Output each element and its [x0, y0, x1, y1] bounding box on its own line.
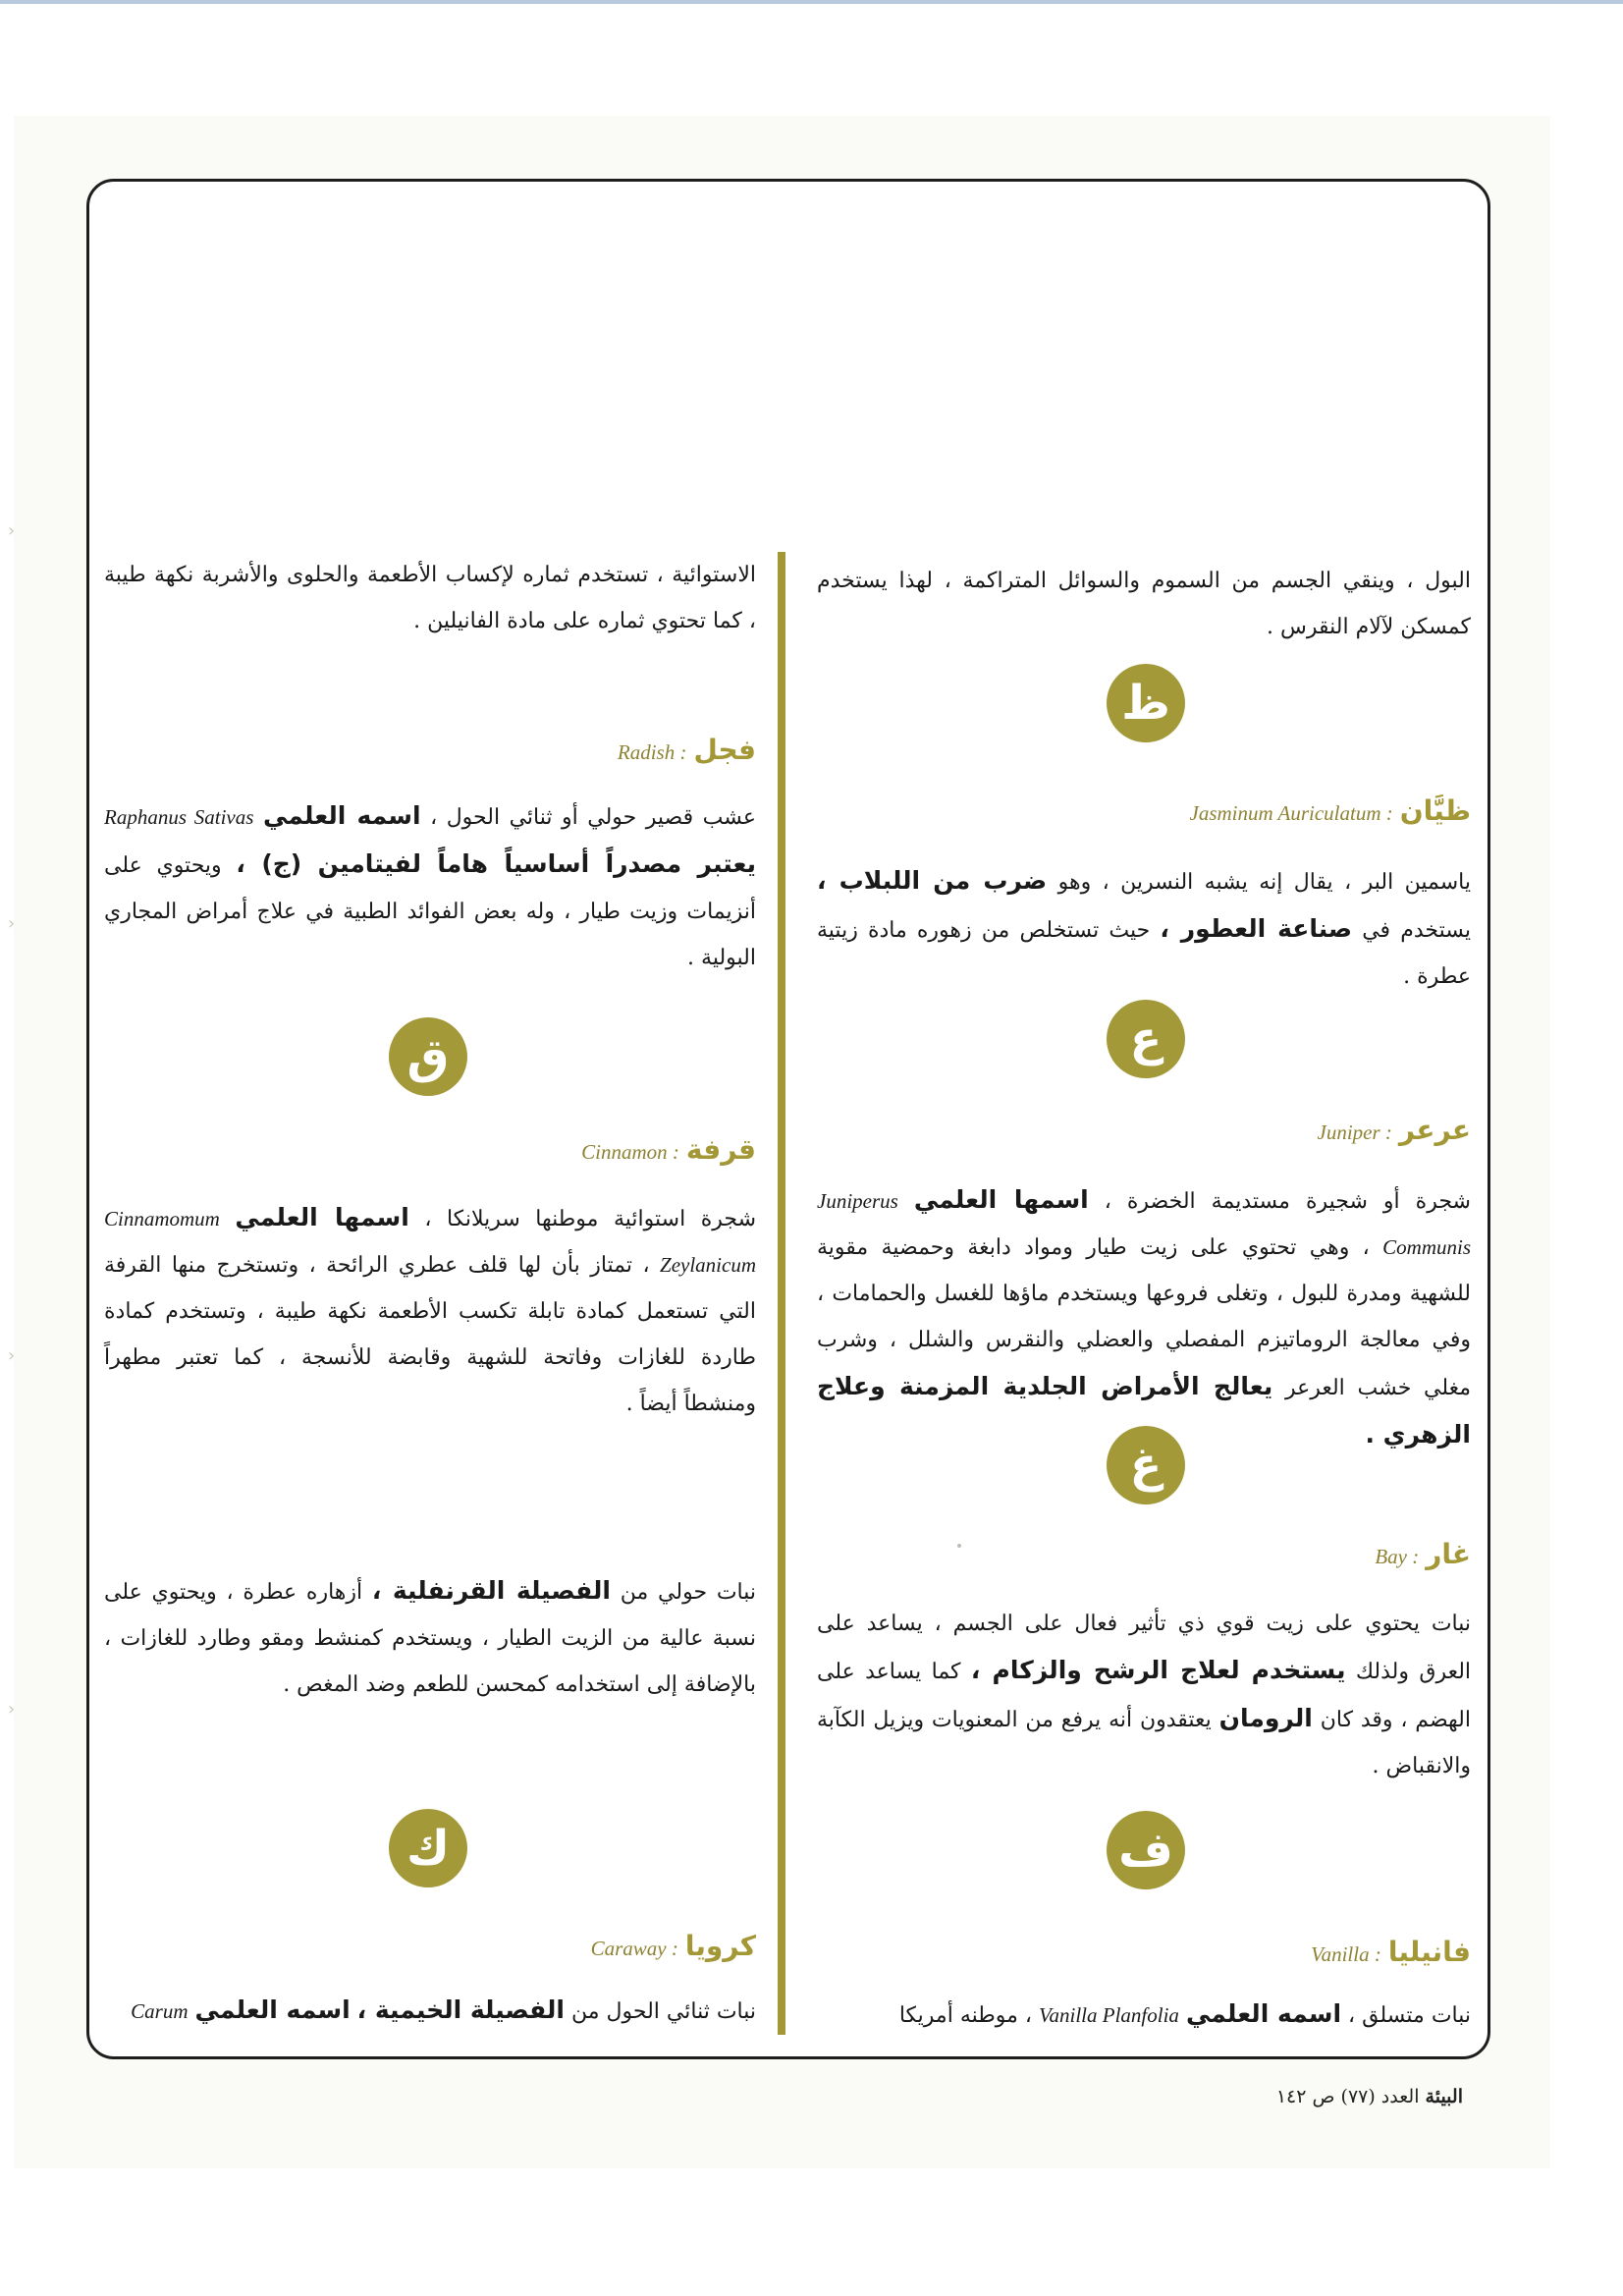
letter-ghain-badge [1107, 1426, 1185, 1504]
letter-zah: ظ [1121, 676, 1170, 731]
section-qaranful [104, 1567, 756, 1708]
section-latin-name: : Jasminum Auriculatum [1189, 801, 1393, 825]
section-heading [817, 1535, 1471, 1577]
section-text: نبات يحتوي على زيت قوي ذي تأثير فعال على الجسم ، يساعد على العرق ولذلك يستخدم لعلاج الرشح والزكام ، كما يساعد على الهضم ، وقد كان الرومان يعتقدون أنه يرفع من المعنويات ويزيل الكآبة والانقباض . [817, 1612, 1472, 1778]
page-footer [1267, 2086, 1463, 2107]
top-rule [0, 0, 1623, 4]
right-intro [817, 558, 1471, 650]
letter-ain: ع [1129, 1011, 1163, 1066]
column-divider [778, 552, 785, 2035]
section-title: كرويا [684, 1930, 756, 1962]
letter-fa: ف [1118, 1823, 1173, 1878]
letter-zah-badge [1107, 664, 1185, 742]
section-latin-name: : Cinnamon [581, 1140, 679, 1164]
section-fujl [104, 731, 756, 981]
section-zayyan [817, 792, 1471, 1000]
section-heading [104, 1130, 756, 1173]
section-ghar [817, 1535, 1471, 1789]
section-heading [817, 1111, 1471, 1153]
page-number: ص ١٤٢ [1275, 2086, 1335, 2107]
section-latin-name: : Caraway [590, 1937, 678, 1960]
section-title: غار [1426, 1538, 1471, 1570]
section-heading [104, 731, 756, 773]
section-text: عشب قصير حولي أو ثنائي الحول ، اسمه العلمي Raphanus Sativas يعتبر مصدراً أساسياً هاماً لفيتامين (ج) ، ويحتوي على أنزيمات وزيت طيار ، وله بعض الفوائد الطبية في علاج أمراض المجاري البولية . [104, 801, 757, 970]
section-latin-name: : Juniper [1317, 1121, 1392, 1144]
section-karawya [104, 1927, 756, 2035]
letter-fa-badge [1107, 1811, 1185, 1889]
section-title: ظيَّان [1399, 794, 1471, 827]
section-arar [817, 1111, 1471, 1459]
section-heading [817, 792, 1471, 834]
section-latin-name: : Vanilla [1311, 1942, 1381, 1966]
section-text: نبات متسلق ، اسمه العلمي Vanilla Planfolia ، موطنه أمريكا [898, 1999, 1471, 2028]
intro-text: الاستوائية ، تستخدم ثماره لإكساب الأطعمة والحلوى والأشربة نكهة طيبة ، كما تحتوي ثماره على مادة الفانيلين . [104, 563, 756, 633]
section-text: نبات حولي من الفصيلة القرنفلية ، أزهاره عطرة ، ويحتوي على نسبة عالية من الزيت الطيار ، ويستخدم كمنشط ومقو وطارد للغازات ، بالإضافة إلى استخدامه كمحسن للطعم وضد المغص . [104, 1576, 756, 1697]
binding-mark: › [8, 520, 16, 541]
magazine-name: البيئة [1425, 2086, 1463, 2107]
issue-number: العدد (٧٧) [1340, 2086, 1420, 2107]
binding-mark: › [8, 1699, 16, 1720]
section-vanilla [817, 1933, 1471, 2039]
binding-mark: › [8, 913, 16, 934]
binding-mark: › [8, 1345, 16, 1366]
section-text: شجرة استوائية موطنها سريلانكا ، اسمها العلمي Cinnamomum Zeylanicum ، تمتاز بأن لها قلف عطري الرائحة ، وتستخرج منها القرفة التي تستعمل كمادة تابلة تكسب الأطعمة نكهة طيبة ، وتستخدم كمادة طاردة للغازات وفاتحة للشهية وقابضة للأنسجة ، كما تعتبر مطهراً ومنشطاً أيضاً . [104, 1203, 757, 1416]
letter-qaf-badge [389, 1017, 467, 1096]
letter-ain-badge [1107, 1000, 1185, 1078]
section-title: عرعر [1398, 1114, 1471, 1146]
intro-text: البول ، وينقي الجسم من السموم والسوائل المتراكمة ، لهذا يستخدم كمسكن لآلام النقرس . [817, 569, 1471, 639]
section-title: قرفة [685, 1133, 756, 1166]
section-title: فانيليا [1387, 1936, 1471, 1968]
section-text: ياسمين البر ، يقال إنه يشبه النسرين ، وهو ضرب من اللبلاب ، يستخدم في صناعة العطور ، حيث تستخلص من زهوره مادة زيتية عطرة . [817, 866, 1472, 989]
section-heading [817, 1933, 1471, 1975]
section-text: شجرة أو شجيرة مستديمة الخضرة ، اسمها العلمي Juniperus Communis ، وهي تحتوي على زيت طيار ومواد دابغة وحمضية مقوية للشهية ومدرة للبول ، وتغلى فروعها ويستخدم ماؤها للغسل والحمامات ، وفي معالجة الروماتيزم المفصلي والعضلي والنقرس والشلل ، وشرب مغلي خشب العرعر يعالج الأمراض الجلدية المزمنة وعلاج الزهري . [817, 1185, 1472, 1449]
letter-kaf-badge [389, 1809, 467, 1887]
section-latin-name: : Radish [617, 740, 687, 764]
section-latin-name: : Bay [1375, 1545, 1420, 1568]
section-title: فجل [693, 734, 756, 766]
letter-qaf: ق [406, 1029, 450, 1084]
letter-kaf: ك [406, 1821, 450, 1876]
letter-ghain: غ [1129, 1438, 1163, 1493]
section-qirfa [104, 1130, 756, 1427]
section-heading [104, 1927, 756, 1969]
section-text: نبات ثنائي الحول من الفصيلة الخيمية ، اسمه العلمي Carum [131, 1995, 756, 2024]
left-intro [104, 552, 756, 644]
